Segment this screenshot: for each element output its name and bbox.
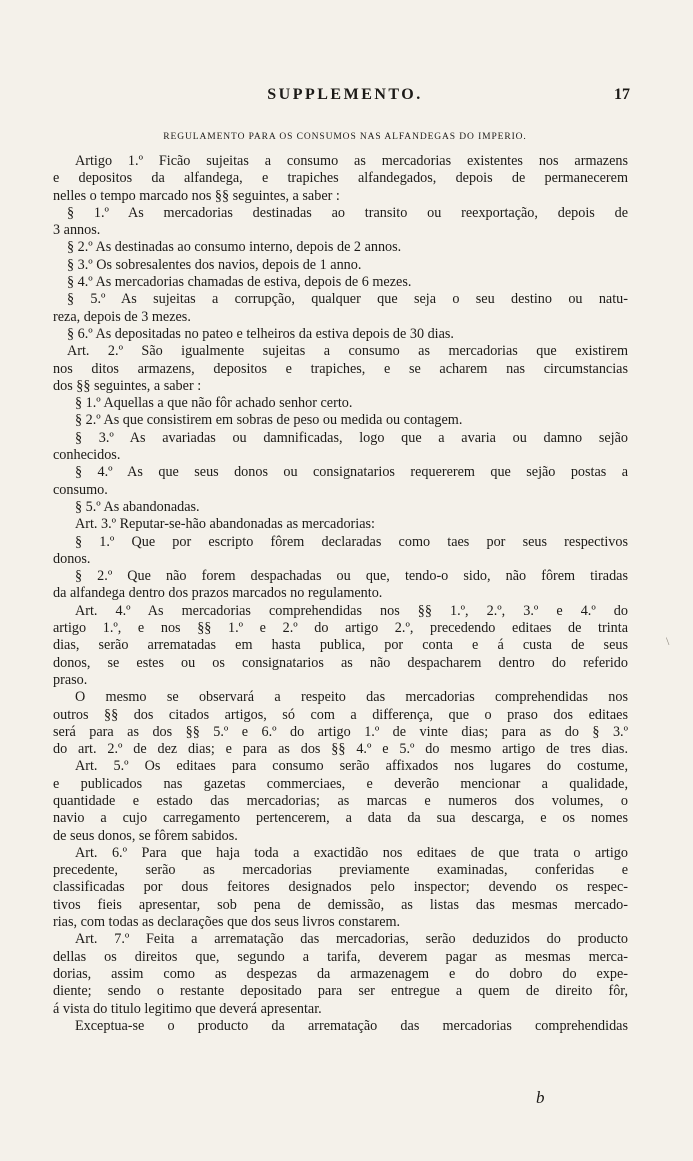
text-line: § 4.º As mercadorias chamadas de estiva, depois de 6 mezes.	[67, 274, 412, 291]
text-line: donos, se estes ou os consignatarios as não despacharem dentro do referido	[53, 654, 628, 671]
text-line: § 2.º Que não forem despachadas ou que, tendo-o sido, não fôrem tiradas	[75, 568, 628, 585]
text-line: rias, com todas as declarações que dos seus livros constarem.	[53, 914, 401, 931]
text-line: Art. 6.º Para que haja toda a exactidão nos editaes de que trata o artigo	[75, 844, 628, 861]
text-line: donos.	[53, 550, 91, 567]
text-line: consumo.	[53, 481, 108, 498]
text-line: § 2.º As destinadas ao consumo interno, depois de 2 annos.	[67, 239, 402, 256]
text-line: quantidade e estado das mercadorias; as marcas e numeros dos volumes, o	[53, 792, 628, 809]
text-line: § 6.º As depositadas no pateo e telheiros da estiva depois de 30 dias.	[67, 325, 454, 342]
page-header	[60, 86, 630, 108]
text-line: nelles o tempo marcado nos §§ seguintes, a saber :	[53, 187, 340, 204]
text-line: á vista do titulo legitimo que deverá apresentar.	[53, 1000, 322, 1017]
text-line: 3 annos.	[53, 222, 101, 239]
text-line: reza, depois de 3 mezes.	[53, 308, 191, 325]
text-line: § 5.º As abandonadas.	[75, 498, 200, 515]
text-line: outros §§ dos citados artigos, só com a differença, que o praso dos editaes	[53, 706, 628, 723]
text-line: e depositos da alfandega, e trapiches alfandegados, depois de permanecerem	[53, 170, 628, 187]
running-title: SUPPLEMENTO.	[267, 86, 423, 103]
text-line: conhecidos.	[53, 447, 121, 464]
text-line: dos §§ seguintes, a saber :	[53, 377, 202, 394]
text-line: § 1.º As mercadorias destinadas ao transito ou reexportação, depois de	[67, 204, 628, 221]
text-line: será para as dos §§ 5.º e 6.º do artigo 1.º de vinte dias; para as do § 3.º	[53, 723, 628, 740]
text-line: classificadas por dous feitores designados pelo inspector; devendo os respec-	[53, 879, 628, 896]
text-line: praso.	[53, 671, 88, 688]
text-line: de seus donos, se fôrem sabidos.	[53, 827, 238, 844]
margin-mark: \	[666, 634, 670, 648]
text-line: § 2.º As que consistirem em sobras de peso ou medida ou contagem.	[75, 412, 463, 429]
text-line: § 4.º As que seus donos ou consignatarios requererem que sejão postas a	[75, 464, 628, 481]
text-line: diente; sendo o restante depositado para ser entregue a quem de direito fôr,	[53, 983, 628, 1000]
text-line: § 1.º Que por escripto fôrem declaradas como taes por seus respectivos	[75, 533, 628, 550]
text-line: navio a cujo carregamento pertencerem, a data da sua descarga, e os nomes	[53, 810, 628, 827]
section-subtitle: REGULAMENTO PARA OS CONSUMOS NAS ALFANDEGAS DO IMPERIO.	[163, 132, 527, 142]
text-line: precedente, serão as mercadorias previamente examinadas, conferidas e	[53, 862, 628, 879]
text-line: nos ditos armazens, depositos e trapiches, e se acharem nas circumstancias	[53, 360, 628, 377]
text-line: § 3.º As avariadas ou damnificadas, logo que a avaria ou damno sejão	[75, 429, 628, 446]
text-line: dellas os direitos que, segundo a tarifa, deverem pagar as mesmas merca-	[53, 948, 628, 965]
text-line: artigo 1.º, e nos §§ 1.º e 2.º do artigo 2.º, precedendo editaes de trinta	[53, 620, 628, 637]
text-line: § 3.º Os sobresalentes dos navios, depois de 1 anno.	[67, 256, 362, 273]
text-line: do art. 2.º de dez dias; e para as dos §§ 4.º e 5.º do mesmo artigo de tres dias.	[53, 741, 628, 758]
text-line: Art. 2.º São igualmente sujeitas a consumo as mercadorias que existirem	[67, 343, 628, 360]
text-line: Art. 4.º As mercadorias comprehendidas nos §§ 1.º, 2.º, 3.º e 4.º do	[75, 602, 628, 619]
page-number: 17	[614, 86, 630, 103]
text-line: § 1.º Aquellas a que não fôr achado senhor certo.	[75, 395, 353, 412]
text-line: e publicados nas gazetas commerciaes, e deverão mencionar a qualidade,	[53, 775, 628, 792]
text-line: § 5.º As sujeitas a corrupção, qualquer que seja o seu destino ou natu-	[67, 291, 628, 308]
text-line: Exceptua-se o producto da arrematação das mercadorias comprehendidas	[75, 1017, 628, 1034]
text-line: O mesmo se observará a respeito das mercadorias comprehendidas nos	[75, 689, 628, 706]
signature-mark: b	[536, 1088, 545, 1107]
text-line: Art. 3.º Reputar-se-hão abandonadas as mercadorias:	[75, 516, 375, 533]
body-text	[53, 153, 628, 1035]
text-line: tivos fieis apresentar, sob pena de demissão, as listas das mesmas mercado-	[53, 896, 628, 913]
text-line: dias, serão arrematadas em hasta publica, por conta e á custa de seus	[53, 637, 628, 654]
text-line: da alfandega dentro dos prazos marcados no regulamento.	[53, 585, 383, 602]
text-line: dorias, assim como as despezas da armazenagem e do dobro do expe-	[53, 965, 628, 982]
text-line: Art. 7.º Feita a arrematação das mercadorias, serão deduzidos do producto	[75, 931, 628, 948]
text-line: Art. 5.º Os editaes para consumo serão affixados nos lugares do costume,	[75, 758, 628, 775]
text-line: Artigo 1.º Ficão sujeitas a consumo as mercadorias existentes nos armazens	[75, 153, 628, 169]
